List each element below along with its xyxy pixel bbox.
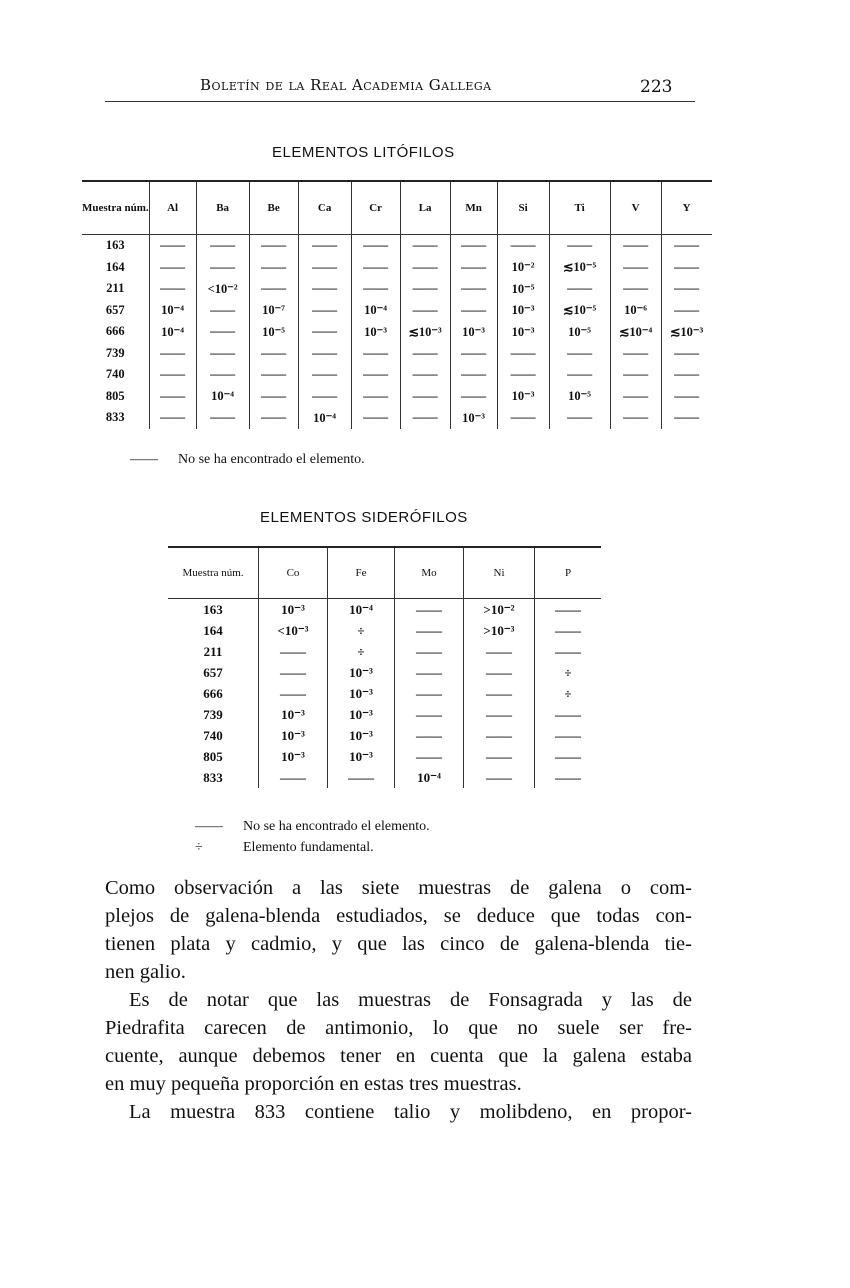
table-cell: —— bbox=[196, 257, 249, 279]
sample-number: 666 bbox=[105, 324, 125, 339]
table-cell: —— bbox=[298, 321, 351, 343]
table-cell: —— bbox=[610, 235, 661, 257]
column-header: P bbox=[535, 547, 602, 599]
table-cell: —— bbox=[395, 683, 464, 704]
table-cell: ≲10⁻⁵ bbox=[549, 300, 610, 322]
table-cell: —— bbox=[549, 343, 610, 365]
table-cell: 10⁻³ bbox=[497, 386, 549, 408]
table-cell: 10⁻⁴ bbox=[328, 599, 395, 621]
table-cell: 10⁻³ bbox=[351, 321, 400, 343]
table-cell: —— bbox=[249, 407, 298, 429]
table-cell: ≲10⁻⁴ bbox=[610, 321, 661, 343]
sample-number: 211 bbox=[203, 643, 223, 659]
table-cell: —— bbox=[149, 278, 196, 300]
table-row bbox=[168, 746, 601, 767]
column-header: Co bbox=[259, 547, 328, 599]
table-cell: —— bbox=[351, 278, 400, 300]
header-row bbox=[168, 547, 601, 599]
table-cell: —— bbox=[395, 662, 464, 683]
table-cell: —— bbox=[450, 278, 497, 300]
column-header: Fe bbox=[328, 547, 395, 599]
page-number: 223 bbox=[640, 77, 673, 97]
table-cell: —— bbox=[464, 725, 535, 746]
dash-symbol: —— bbox=[130, 452, 158, 467]
table-row bbox=[82, 386, 712, 408]
sample-number: 833 bbox=[105, 410, 125, 425]
table-cell: —— bbox=[661, 235, 712, 257]
table-cell: —— bbox=[549, 407, 610, 429]
table-cell: —— bbox=[535, 725, 602, 746]
footnote-text: No se ha encontrado el elemento. bbox=[178, 452, 365, 467]
table-cell: —— bbox=[149, 235, 196, 257]
table-cell: —— bbox=[328, 767, 395, 788]
table-cell: 10⁻⁴ bbox=[149, 300, 196, 322]
table-cell: —— bbox=[298, 300, 351, 322]
table-cell: —— bbox=[249, 386, 298, 408]
table-cell: 10⁻⁴ bbox=[149, 321, 196, 343]
table-cell: —— bbox=[196, 343, 249, 365]
table-cell: —— bbox=[249, 257, 298, 279]
table-cell: —— bbox=[549, 364, 610, 386]
table-cell: —— bbox=[610, 257, 661, 279]
table-row bbox=[82, 235, 712, 257]
table-cell: —— bbox=[400, 257, 450, 279]
table-cell: —— bbox=[395, 725, 464, 746]
column-header: La bbox=[400, 181, 450, 235]
column-header: Ni bbox=[464, 547, 535, 599]
table-cell: —— bbox=[351, 386, 400, 408]
table-cell: —— bbox=[400, 407, 450, 429]
table-cell: —— bbox=[298, 364, 351, 386]
table-cell: —— bbox=[464, 683, 535, 704]
table-cell: —— bbox=[610, 343, 661, 365]
text-line: plejos de galena-blenda estudiados, se deduce que todas con- bbox=[105, 905, 692, 927]
table-cell: —— bbox=[464, 704, 535, 725]
table-cell: —— bbox=[497, 407, 549, 429]
table-cell: —— bbox=[661, 300, 712, 322]
table-cell: —— bbox=[400, 343, 450, 365]
table1-title: ELEMENTOS LITÓFILOS bbox=[272, 144, 455, 161]
table-cell: —— bbox=[149, 364, 196, 386]
table-cell: >10⁻² bbox=[464, 599, 535, 621]
body-text bbox=[105, 874, 692, 1126]
table-cell: —— bbox=[351, 235, 400, 257]
table-cell: —— bbox=[249, 235, 298, 257]
table-cell: —— bbox=[249, 278, 298, 300]
table-cell: —— bbox=[259, 662, 328, 683]
table-cell: ≲10⁻³ bbox=[400, 321, 450, 343]
table-cell: 10⁻⁵ bbox=[497, 278, 549, 300]
table-cell: 10⁻³ bbox=[450, 321, 497, 343]
sample-number: 657 bbox=[105, 302, 125, 317]
table-cell: ≲10⁻⁵ bbox=[549, 257, 610, 279]
text-line: tienen plata y cadmio, y que las cinco de galena-blenda tie- bbox=[105, 933, 692, 955]
table-cell: —— bbox=[661, 407, 712, 429]
text-line: en muy pequeña proporción en estas tres muestras. bbox=[105, 1073, 522, 1095]
column-header: Muestra núm. bbox=[82, 181, 149, 235]
table-row bbox=[168, 620, 601, 641]
table-cell: —— bbox=[351, 407, 400, 429]
table-cell: —— bbox=[549, 278, 610, 300]
table-cell: —— bbox=[196, 321, 249, 343]
table-row bbox=[168, 683, 601, 704]
table-row bbox=[168, 599, 601, 621]
table-cell: —— bbox=[149, 343, 196, 365]
table-cell: —— bbox=[535, 641, 602, 662]
sample-number: 666 bbox=[203, 685, 223, 701]
siderophile-elements-table bbox=[168, 546, 601, 788]
table-cell: —— bbox=[535, 599, 602, 621]
table-cell: 10⁻⁶ bbox=[610, 300, 661, 322]
table-cell: —— bbox=[395, 746, 464, 767]
column-header: Ba bbox=[196, 181, 249, 235]
table-cell: —— bbox=[400, 278, 450, 300]
table-cell: —— bbox=[464, 746, 535, 767]
table-cell: 10⁻³ bbox=[328, 725, 395, 746]
table-cell: —— bbox=[149, 386, 196, 408]
table-cell: >10⁻³ bbox=[464, 620, 535, 641]
table-cell: —— bbox=[395, 599, 464, 621]
table-cell: 10⁻² bbox=[497, 257, 549, 279]
column-header: Si bbox=[497, 181, 549, 235]
table-cell: —— bbox=[196, 300, 249, 322]
table-cell: —— bbox=[298, 386, 351, 408]
table-cell: ÷ bbox=[535, 662, 602, 683]
table-cell: —— bbox=[298, 343, 351, 365]
table-cell: 10⁻³ bbox=[259, 599, 328, 621]
header-row bbox=[82, 181, 712, 235]
lithophile-elements-table bbox=[82, 180, 712, 429]
division-symbol: ÷ bbox=[195, 840, 203, 855]
table-row bbox=[82, 321, 712, 343]
text-line: Es de notar que las muestras de Fonsagrada y las de bbox=[129, 989, 692, 1011]
table-cell: —— bbox=[196, 407, 249, 429]
sample-number: 805 bbox=[203, 748, 223, 764]
table-row bbox=[82, 343, 712, 365]
table-cell: —— bbox=[535, 767, 602, 788]
table-cell: —— bbox=[535, 620, 602, 641]
table-cell: <10⁻³ bbox=[259, 620, 328, 641]
table-cell: —— bbox=[610, 407, 661, 429]
sample-number: 740 bbox=[105, 367, 125, 382]
legend-text: Elemento fundamental. bbox=[243, 840, 374, 855]
table-cell: —— bbox=[400, 364, 450, 386]
table-cell: 10⁻³ bbox=[497, 321, 549, 343]
table-cell: 10⁻³ bbox=[328, 662, 395, 683]
table-cell: —— bbox=[497, 364, 549, 386]
table-cell: ÷ bbox=[535, 683, 602, 704]
table-cell: 10⁻³ bbox=[328, 746, 395, 767]
table-cell: —— bbox=[395, 704, 464, 725]
table-cell: —— bbox=[464, 767, 535, 788]
table-row bbox=[82, 407, 712, 429]
table-cell: —— bbox=[249, 343, 298, 365]
table-cell: 10⁻³ bbox=[328, 683, 395, 704]
column-header: Be bbox=[249, 181, 298, 235]
sample-number: 163 bbox=[203, 601, 223, 617]
running-header: Boletín de la Real Academia Gallega bbox=[200, 76, 492, 94]
sample-number: 164 bbox=[105, 259, 125, 274]
table-cell: 10⁻³ bbox=[328, 704, 395, 725]
table-cell: —— bbox=[497, 235, 549, 257]
table-cell: 10⁻⁴ bbox=[395, 767, 464, 788]
column-header: Cr bbox=[351, 181, 400, 235]
table-cell: —— bbox=[450, 300, 497, 322]
table-cell: —— bbox=[351, 257, 400, 279]
table-cell: —— bbox=[661, 343, 712, 365]
text-line: cuente, aunque debemos tener en cuenta que la galena estaba bbox=[105, 1045, 692, 1067]
table-cell: —— bbox=[610, 386, 661, 408]
table-cell: —— bbox=[535, 746, 602, 767]
legend-text: No se ha encontrado el elemento. bbox=[243, 819, 430, 834]
sample-number: 211 bbox=[106, 281, 125, 296]
table-cell: 10⁻³ bbox=[259, 704, 328, 725]
table-cell: —— bbox=[298, 257, 351, 279]
table2-title: ELEMENTOS SIDERÓFILOS bbox=[260, 509, 468, 526]
table-row bbox=[168, 767, 601, 788]
table-row bbox=[82, 364, 712, 386]
column-header: Muestra núm. bbox=[168, 547, 259, 599]
table-cell: —— bbox=[497, 343, 549, 365]
sample-number: 164 bbox=[203, 622, 223, 638]
table-cell: —— bbox=[464, 641, 535, 662]
table-cell: —— bbox=[400, 386, 450, 408]
table-cell: —— bbox=[450, 343, 497, 365]
table-cell: —— bbox=[450, 257, 497, 279]
table-cell: —— bbox=[661, 364, 712, 386]
table-cell: 10⁻⁷ bbox=[249, 300, 298, 322]
text-line: nen galio. bbox=[105, 961, 186, 983]
table-cell: —— bbox=[450, 235, 497, 257]
table-cell: —— bbox=[196, 235, 249, 257]
table-cell: 10⁻³ bbox=[497, 300, 549, 322]
table-cell: —— bbox=[610, 278, 661, 300]
table-cell: —— bbox=[661, 386, 712, 408]
table-cell: —— bbox=[298, 235, 351, 257]
column-header: Ti bbox=[549, 181, 610, 235]
table-cell: ÷ bbox=[328, 620, 395, 641]
table-row bbox=[168, 662, 601, 683]
table-cell: —— bbox=[259, 641, 328, 662]
table-cell: <10⁻² bbox=[196, 278, 249, 300]
text-line: Piedrafita carecen de antimonio, lo que no suele ser fre- bbox=[105, 1017, 692, 1039]
table-cell: ≲10⁻³ bbox=[661, 321, 712, 343]
column-header: V bbox=[610, 181, 661, 235]
legend-item bbox=[195, 840, 374, 856]
table-cell: 10⁻³ bbox=[259, 746, 328, 767]
table-cell: —— bbox=[610, 364, 661, 386]
table-cell: —— bbox=[259, 767, 328, 788]
text-line: Como observación a las siete muestras de galena o com- bbox=[105, 877, 692, 899]
column-header: Y bbox=[661, 181, 712, 235]
table-row bbox=[82, 278, 712, 300]
sample-number: 740 bbox=[203, 727, 223, 743]
table-cell: —— bbox=[464, 662, 535, 683]
table-cell: —— bbox=[400, 235, 450, 257]
table-cell: 10⁻⁴ bbox=[196, 386, 249, 408]
table-cell: —— bbox=[395, 620, 464, 641]
table-cell: —— bbox=[351, 343, 400, 365]
table-cell: —— bbox=[450, 364, 497, 386]
table1-footnote bbox=[130, 452, 365, 468]
sample-number: 163 bbox=[105, 238, 125, 253]
table-cell: —— bbox=[149, 257, 196, 279]
table-cell: —— bbox=[196, 364, 249, 386]
table-cell: ÷ bbox=[328, 641, 395, 662]
table-cell: —— bbox=[249, 364, 298, 386]
header-rule bbox=[105, 101, 695, 102]
table-cell: —— bbox=[259, 683, 328, 704]
table-cell: —— bbox=[351, 364, 400, 386]
table-cell: 10⁻⁵ bbox=[549, 321, 610, 343]
table-cell: 10⁻⁴ bbox=[298, 407, 351, 429]
table-row bbox=[82, 257, 712, 279]
sample-number: 657 bbox=[203, 664, 223, 680]
sample-number: 739 bbox=[105, 345, 125, 360]
table-cell: —— bbox=[298, 278, 351, 300]
table-cell: —— bbox=[450, 386, 497, 408]
column-header: Ca bbox=[298, 181, 351, 235]
table-row bbox=[168, 704, 601, 725]
column-header: Al bbox=[149, 181, 196, 235]
table-cell: —— bbox=[400, 300, 450, 322]
table-row bbox=[168, 725, 601, 746]
column-header: Mo bbox=[395, 547, 464, 599]
text-line: La muestra 833 contiene talio y molibdeno, en propor- bbox=[129, 1101, 692, 1123]
table-cell: 10⁻⁵ bbox=[549, 386, 610, 408]
table-cell: —— bbox=[549, 235, 610, 257]
sample-number: 739 bbox=[203, 706, 223, 722]
table-row bbox=[168, 641, 601, 662]
column-header: Mn bbox=[450, 181, 497, 235]
table-cell: 10⁻⁵ bbox=[249, 321, 298, 343]
legend-item bbox=[195, 819, 430, 835]
dash-symbol: —— bbox=[195, 819, 223, 834]
table-cell: 10⁻³ bbox=[259, 725, 328, 746]
table-row bbox=[82, 300, 712, 322]
table-cell: —— bbox=[395, 641, 464, 662]
table-cell: 10⁻³ bbox=[450, 407, 497, 429]
table-cell: 10⁻⁴ bbox=[351, 300, 400, 322]
sample-number: 833 bbox=[203, 769, 223, 785]
table-cell: —— bbox=[661, 278, 712, 300]
table-cell: —— bbox=[535, 704, 602, 725]
table-cell: —— bbox=[661, 257, 712, 279]
sample-number: 805 bbox=[105, 388, 125, 403]
table-cell: —— bbox=[149, 407, 196, 429]
